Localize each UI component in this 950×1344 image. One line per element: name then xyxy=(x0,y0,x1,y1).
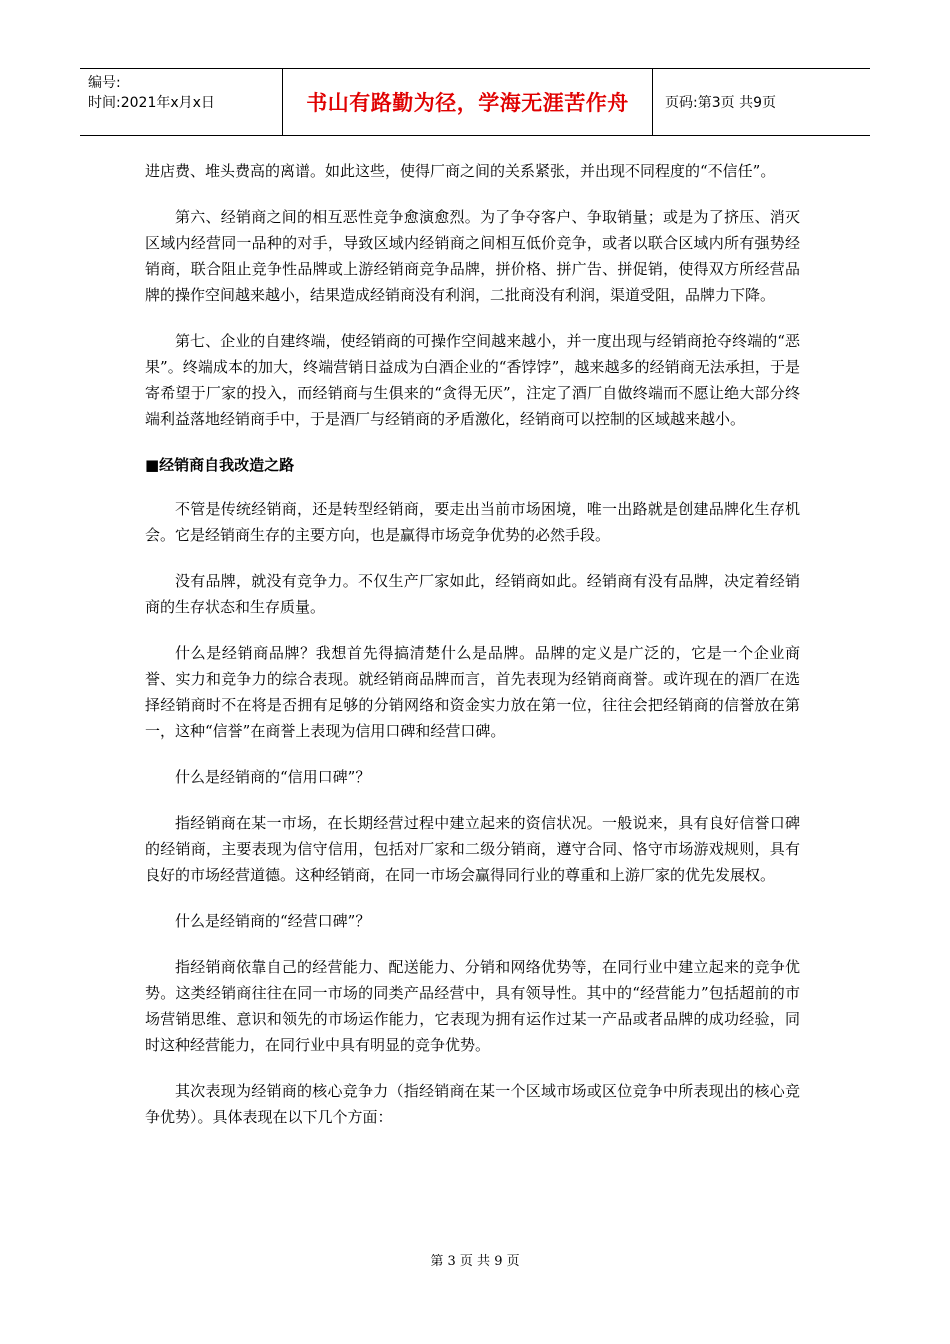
section-paragraph: 不管是传统经销商，还是转型经销商，要走出当前市场困境，唯一出路就是创建品牌化生存机会。它是经销商生存的主要方向，也是赢得市场竞争优势的必然手段。 xyxy=(145,500,800,544)
paragraph-seventh-point: 第七、企业的自建终端，使经销商的可操作空间越来越小，并一度出现与经销商抢夺终端的“恶果”。终端成本的加大，终端营销日益成为白酒企业的“香饽饽”，越来越多的经销商无法承担，于是寄希望于厂家的投入，而经销商与生俱来的“贪得无厌”，注定了酒厂自做终端而不愿让绝大部分终端利益落地经销商手中，于是酒厂与经销商的矛盾激化，经销商可以控制的区域越来越小。 xyxy=(145,332,800,428)
section-question: 什么是经销商的“经营口碑”？ xyxy=(175,912,371,930)
paragraph-sixth-point: 第六、经销商之间的相互恶性竞争愈演愈烈。为了争夺客户、争取销量；或是为了挤压、消灭区域内经营同一品种的对手，导致区域内经销商之间相互低价竞争，或者以联合区域内所有强势经销商，联合阻止竞争性品牌或上游经销商竞争品牌，拼价格、拼广告、拼促销，使得双方所经营品牌的操作空间越来越小，结果造成经销商没有利润，二批商没有利润，渠道受阻，品牌力下降。 xyxy=(145,208,800,304)
section-question: 什么是经销商的“信用口碑”？ xyxy=(175,768,371,786)
header-number-label: 编号: xyxy=(88,75,121,91)
header-time-label: 时间:2021年x月x日 xyxy=(88,95,215,111)
section-paragraph: 指经销商在某一市场，在长期经营过程中建立起来的资信状况。一般说来，具有良好信誉口碑的经销商，主要表现为信守信用，包括对厂家和二级分销商，遵守合同、恪守市场游戏规则，具有良好的市场经营道德。这种经销商，在同一市场会赢得同行业的尊重和上游厂家的优先发展权。 xyxy=(145,814,800,884)
header-page-info: 页码:第3页 共9页 xyxy=(665,95,776,111)
header-meta xyxy=(80,69,283,135)
section-paragraph: 其次表现为经销商的核心竞争力（指经销商在某一个区域市场或区位竞争中所表现出的核心竞争优势）。具体表现在以下几个方面： xyxy=(145,1082,800,1126)
document-body xyxy=(145,158,800,1150)
section-paragraph: 指经销商依靠自己的经营能力、配送能力、分销和网络优势等，在同行业中建立起来的竞争优势。这类经销商往往在同一市场的同类产品经营中，具有领导性。其中的“经营能力”包括超前的市场营销思维、意识和领先的市场运作能力，它表现为拥有运作过某一产品或者品牌的成功经验，同时这种经营能力，在同行业中具有明显的竞争优势。 xyxy=(145,958,800,1054)
paragraph-continued: 进店费、堆头费高的离谱。如此这些，使得厂商之间的关系紧张，并出现不同程度的“不信任”。 xyxy=(145,162,776,180)
page-header xyxy=(80,68,870,136)
header-motto: 书山有路勤为径，学海无涯苦作舟 xyxy=(283,69,653,135)
section-paragraph: 没有品牌，就没有竞争力。不仅生产厂家如此，经销商如此。经销商有没有品牌，决定着经销商的生存状态和生存质量。 xyxy=(145,572,800,616)
section-heading: ■经销商自我改造之路 xyxy=(145,456,295,474)
page-footer: 第 3 页 共 9 页 xyxy=(430,1254,520,1269)
section-paragraph: 什么是经销商品牌？我想首先得搞清楚什么是品牌。品牌的定义是广泛的，它是一个企业商誉、实力和竞争力的综合表现。就经销商品牌而言，首先表现为经销商商誉。或许现在的酒厂在选择经销商时不在将是否拥有足够的分销网络和资金实力放在第一位，往往会把经销商的信誉放在第一，这种“信誉”在商誉上表现为信用口碑和经营口碑。 xyxy=(145,644,800,740)
